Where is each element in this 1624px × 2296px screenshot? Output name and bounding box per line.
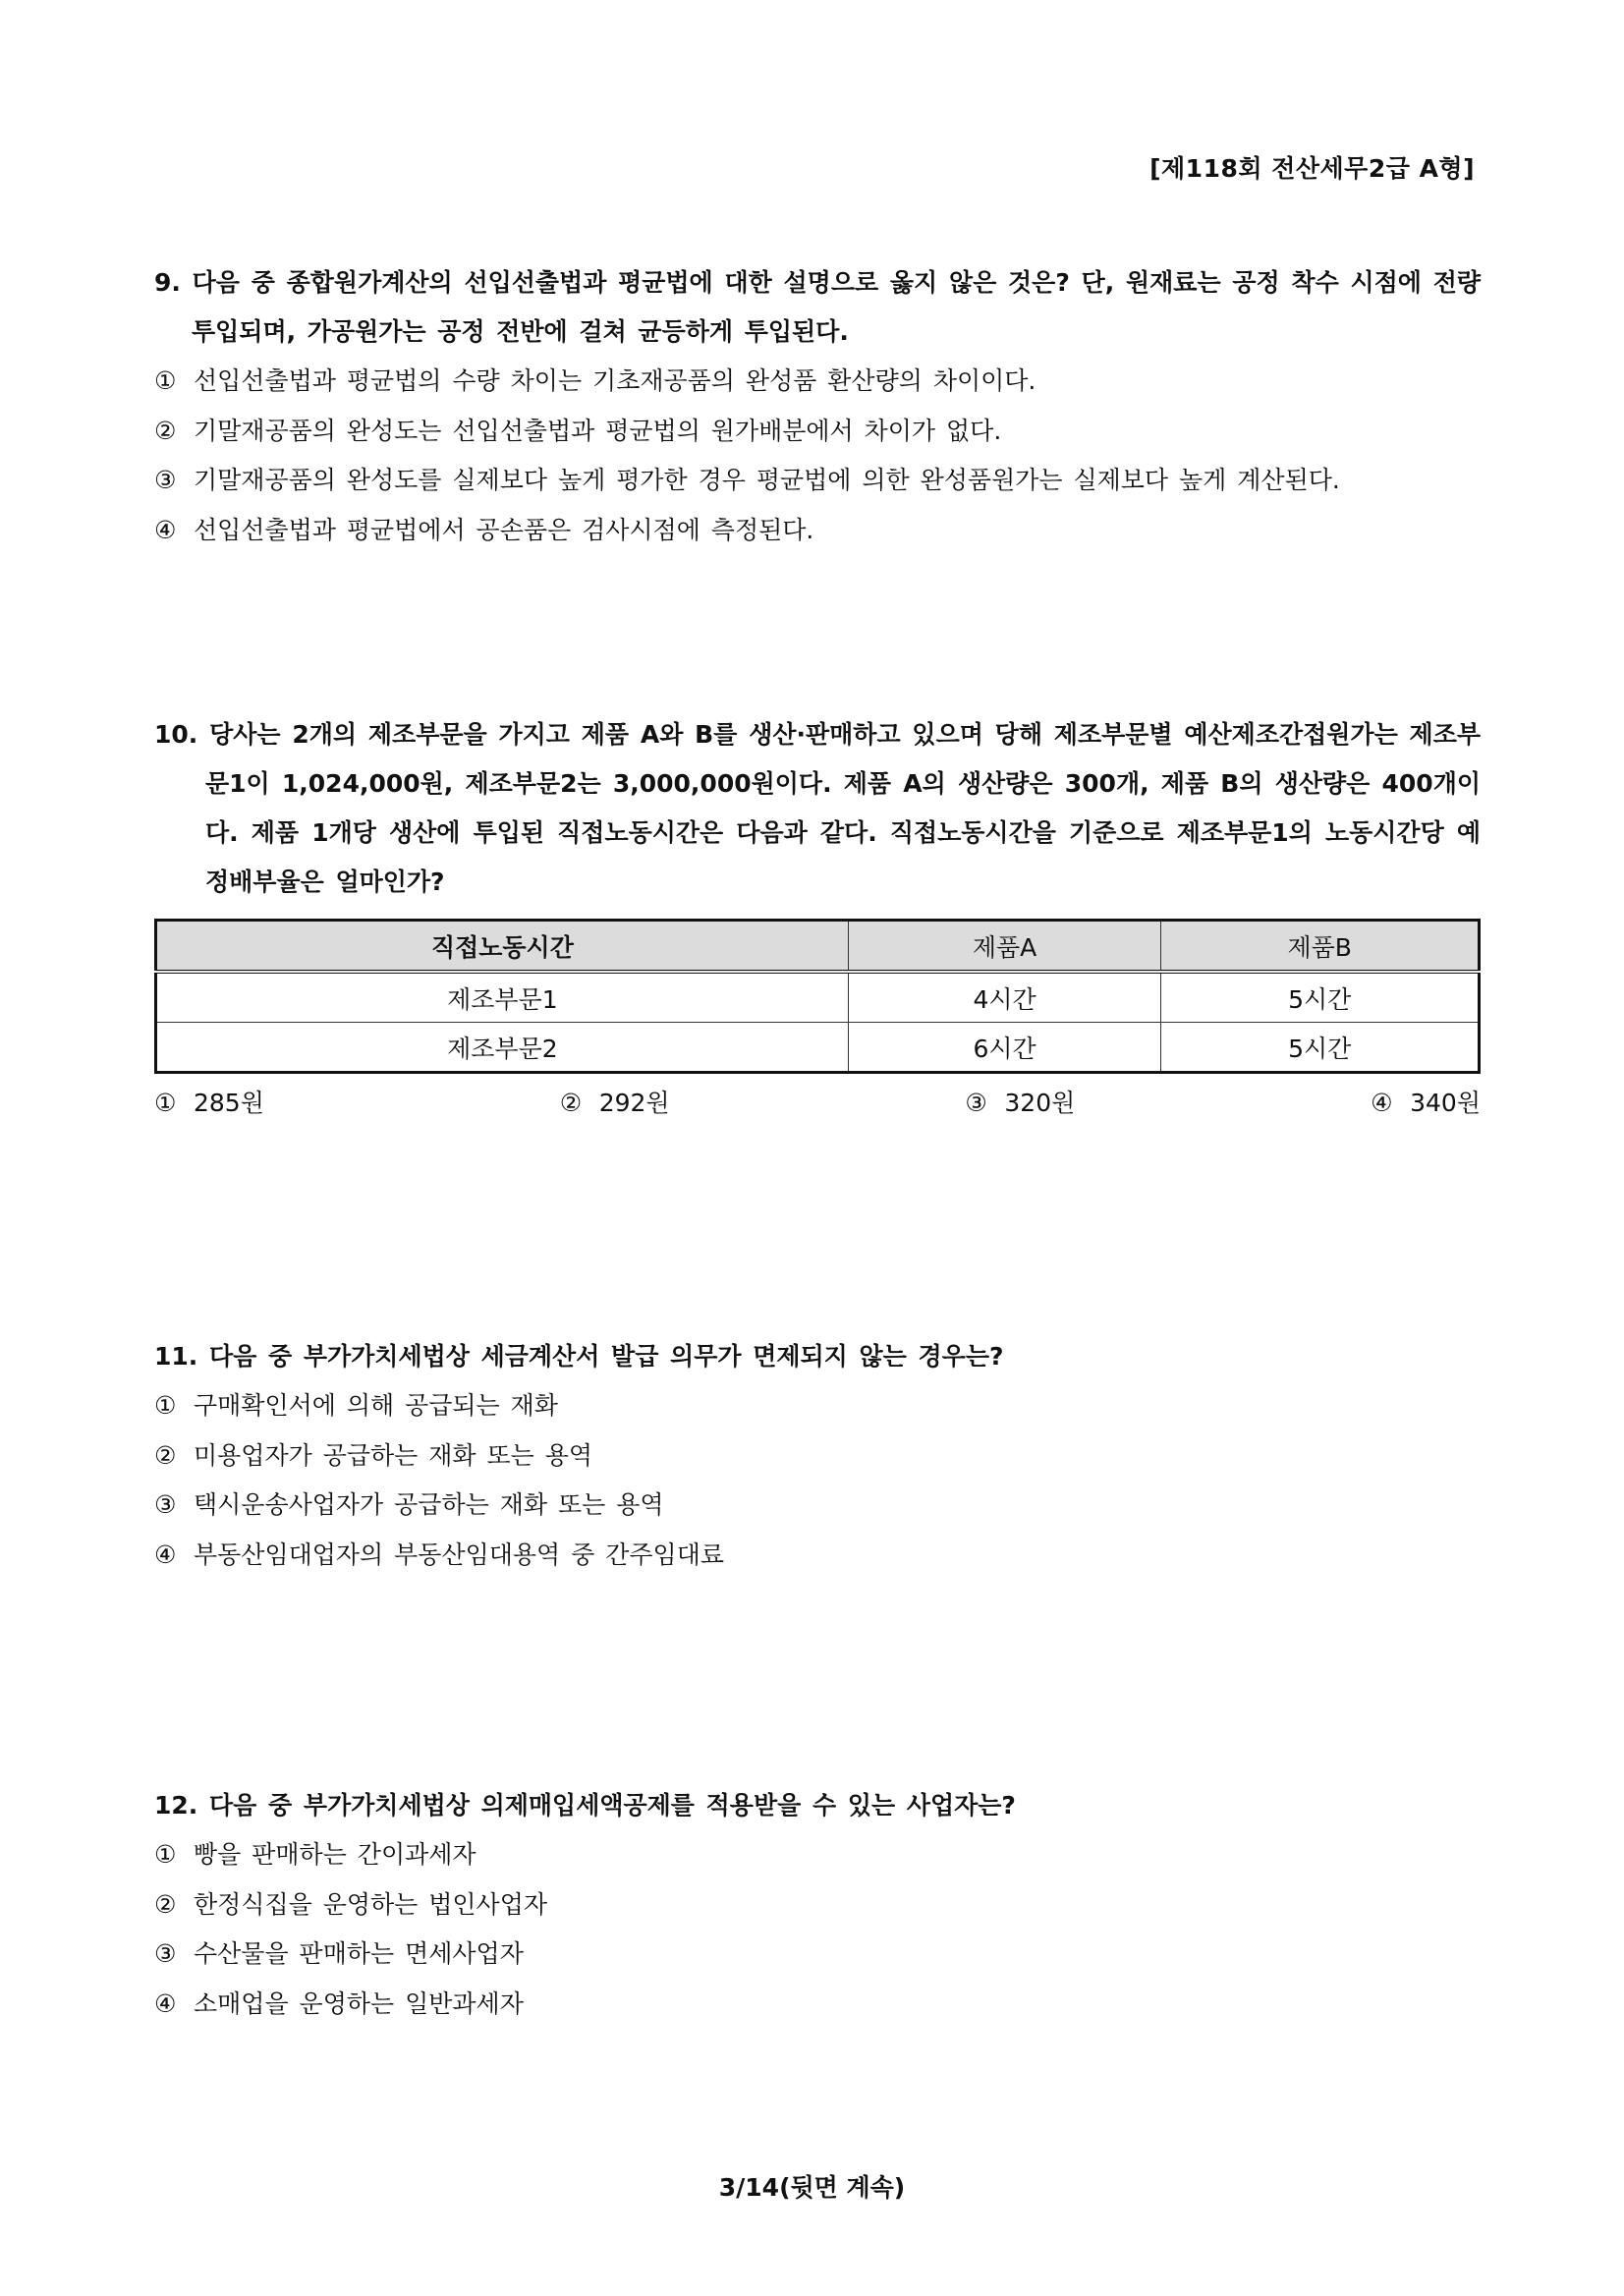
labor-hours-table: [154, 919, 1481, 1074]
page-number-footer: 3/14(뒷면 계속): [718, 2173, 906, 2202]
question-12-option-4: ④ 소매업을 운영하는 일반과세자: [154, 1988, 524, 2018]
question-12-option-1: ① 빵을 판매하는 간이과세자: [154, 1840, 476, 1869]
question-11-option-1: ① 구매확인서에 의해 공급되는 재화: [154, 1391, 558, 1420]
question-11: [154, 1332, 1481, 1580]
question-10-option-2: ② 292원: [559, 1089, 670, 1117]
table-cell: 제조부문1: [156, 972, 849, 1023]
question-12-option-3: ③ 수산물을 판매하는 면세사업자: [154, 1939, 524, 1968]
question-11-options: [154, 1381, 1481, 1580]
table-header-cell: 직접노동시간: [156, 921, 849, 973]
question-10: [154, 710, 1481, 1125]
table-row: [156, 972, 1480, 1023]
question-11-option-2: ② 미용업자가 공급하는 재화 또는 용역: [154, 1440, 593, 1470]
table-cell: 4시간: [848, 972, 1161, 1023]
question-12-option-2: ② 한정식집을 운영하는 법인사업자: [154, 1889, 547, 1919]
question-9-option-1: ① 선입선출법과 평균법의 수량 차이는 기초재공품의 완성품 환산량의 차이이다.: [154, 366, 1036, 395]
question-10-text: 10. 당사는 2개의 제조부문을 가지고 제품 A와 B를 생산·판매하고 있으며 당해 제조부문별 예산제조간접원가는 제조부문1이 1,024,000원, 제조부문2는 3,000,000원이다. 제품 A의 생산량은 300개, 제품 B의 생산량은 400개이다. 제품 1개당 생산에 투입된 직접노동시간은 다음과 같다. 직접노동시간을 기준으로 제조부문1의 노동시간당 예정배부율은 얼마인가?: [154, 720, 1481, 896]
question-11-text: 11. 다음 중 부가가치세법상 세금계산서 발급 의무가 면제되지 않는 경우는?: [154, 1342, 1004, 1371]
question-9-option-4: ④ 선입선출법과 평균법에서 공손품은 검사시점에 측정된다.: [154, 515, 814, 544]
table-header-row: [156, 921, 1480, 973]
question-9-option-3: ③ 기말재공품의 완성도를 실제보다 높게 평가한 경우 평균법에 의한 완성품원가는 실제보다 높게 계산된다.: [154, 466, 1340, 494]
question-10-option-1: ① 285원: [154, 1089, 264, 1117]
question-11-option-4: ④ 부동산임대업자의 부동산임대용역 중 간주임대료: [154, 1540, 724, 1569]
table-cell: 5시간: [1161, 972, 1480, 1023]
question-10-option-4: ④ 340원: [1371, 1089, 1481, 1117]
question-12-options: [154, 1830, 1481, 2029]
exam-title-header: [제118회 전산세무2급 A형]: [1149, 154, 1475, 183]
table-cell: 6시간: [848, 1023, 1161, 1073]
question-11-option-3: ③ 택시운송사업자가 공급하는 재화 또는 용역: [154, 1490, 664, 1519]
question-10-option-3: ③ 320원: [965, 1089, 1076, 1117]
question-12: [154, 1781, 1481, 2029]
question-9-text: 9. 다음 중 종합원가계산의 선입선출법과 평균법에 대한 설명으로 옳지 않은 것은? 단, 원재료는 공정 착수 시점에 전량 투입되며, 가공원가는 공정 전반에 걸쳐 균등하게 투입된다.: [154, 268, 1481, 346]
table-header-cell: 제품B: [1161, 921, 1480, 973]
table-row: [156, 1023, 1480, 1073]
question-10-options: [154, 1082, 1481, 1125]
question-9-option-2: ② 기말재공품의 완성도는 선입선출법과 평균법의 원가배분에서 차이가 없다.: [154, 416, 1002, 445]
question-9-options: [154, 357, 1481, 555]
question-9: [154, 258, 1481, 555]
question-12-text: 12. 다음 중 부가가치세법상 의제매입세액공제를 적용받을 수 있는 사업자는?: [154, 1791, 1016, 1820]
table-cell: 제조부문2: [156, 1023, 849, 1073]
table-cell: 5시간: [1161, 1023, 1480, 1073]
table-header-cell: 제품A: [848, 921, 1161, 973]
